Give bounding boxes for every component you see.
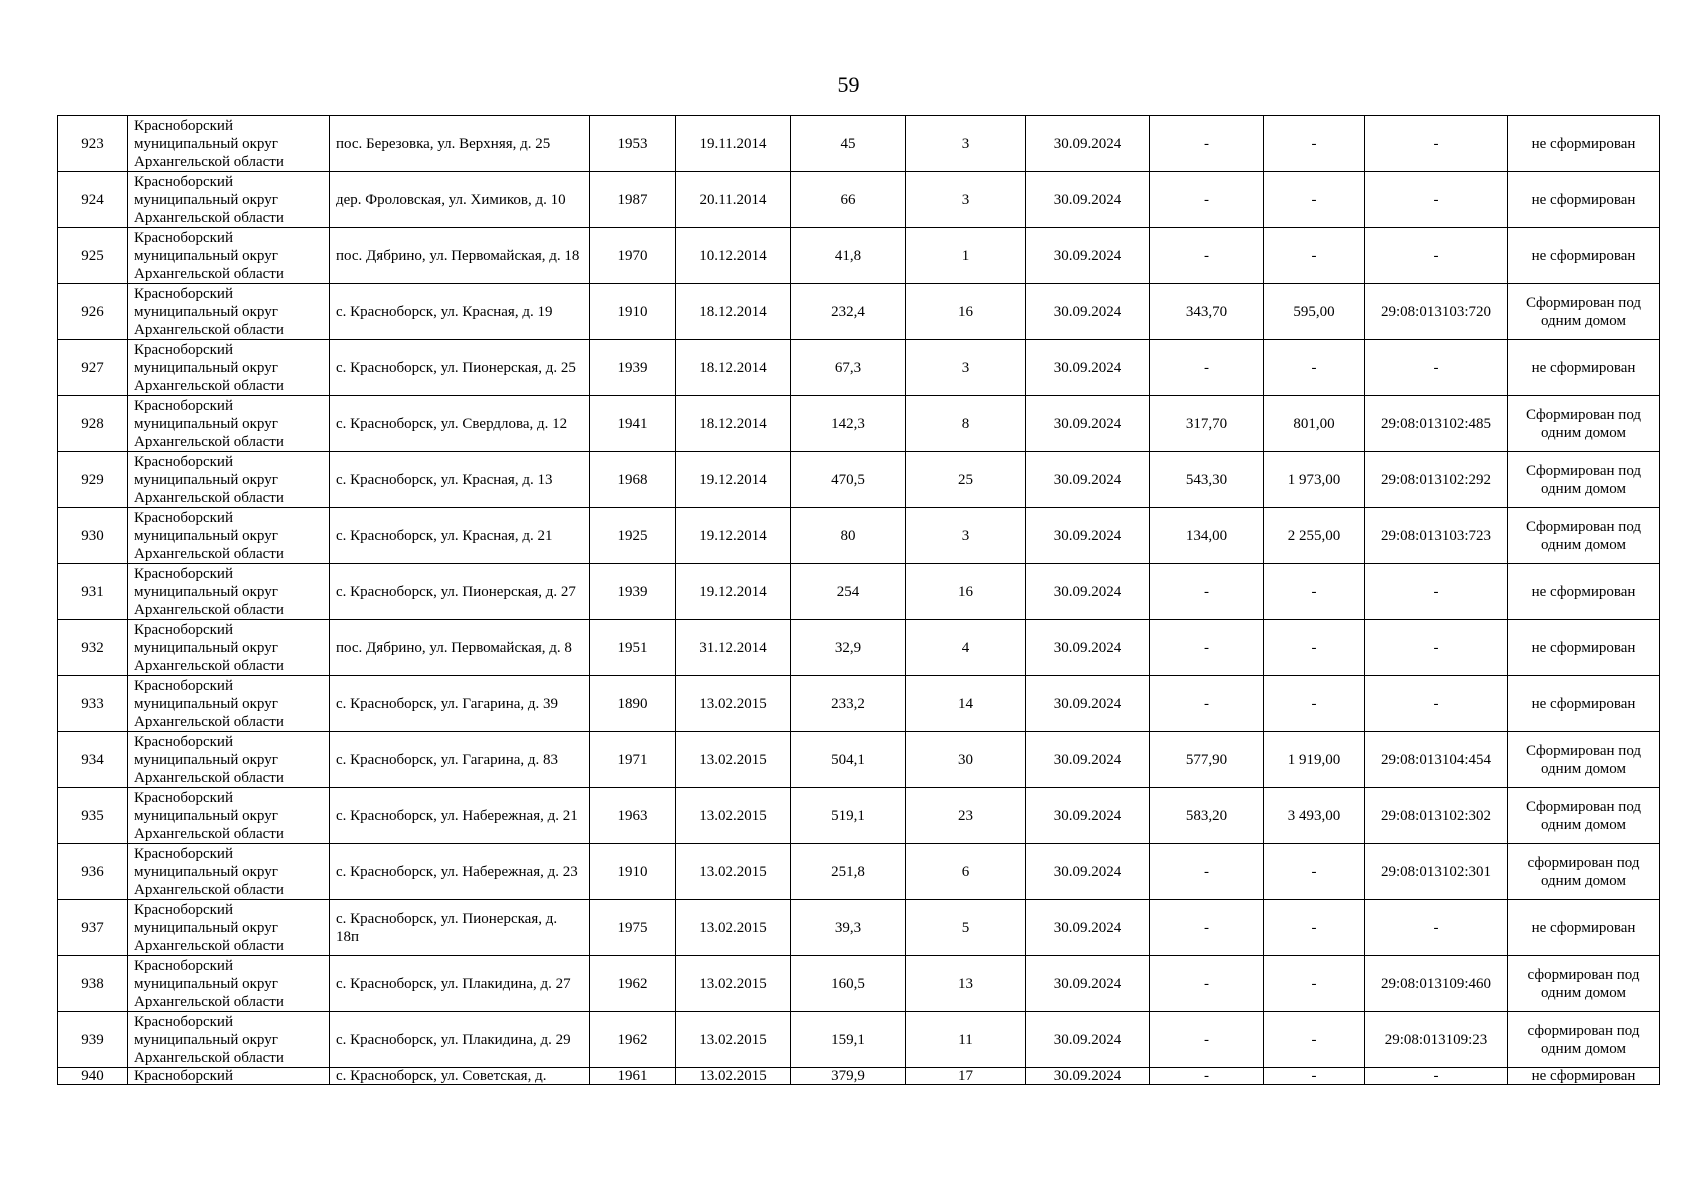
recognition-date-cell: 19.11.2014 xyxy=(676,116,791,172)
year-built-cell: 1963 xyxy=(590,788,676,844)
land-area-b-cell: - xyxy=(1264,1012,1365,1068)
land-area-b-cell: 1 973,00 xyxy=(1264,452,1365,508)
land-area-b-cell: - xyxy=(1264,956,1365,1012)
residents-cell: 11 xyxy=(906,1012,1026,1068)
floor-area-cell: 159,1 xyxy=(791,1012,906,1068)
recognition-date-cell: 31.12.2014 xyxy=(676,620,791,676)
table-row xyxy=(58,228,1660,284)
municipality-cell: Красноборский муниципальный округ Архангельской области xyxy=(128,228,330,284)
floor-area-cell: 504,1 xyxy=(791,732,906,788)
row-number-cell: 939 xyxy=(58,1012,128,1068)
recognition-date-cell: 19.12.2014 xyxy=(676,564,791,620)
cadastral-number-cell: - xyxy=(1365,900,1508,956)
land-area-b-cell: - xyxy=(1264,1068,1365,1085)
address-cell: с. Красноборск, ул. Красная, д. 19 xyxy=(330,284,590,340)
recognition-date-cell: 10.12.2014 xyxy=(676,228,791,284)
row-number-cell: 932 xyxy=(58,620,128,676)
recognition-date-cell: 19.12.2014 xyxy=(676,452,791,508)
address-cell: с. Красноборск, ул. Пионерская, д. 25 xyxy=(330,340,590,396)
row-number-cell: 940 xyxy=(58,1068,128,1085)
municipality-cell: Красноборский муниципальный округ Архангельской области xyxy=(128,844,330,900)
land-area-a-cell: - xyxy=(1150,340,1264,396)
table-body xyxy=(58,116,1660,1085)
cadastral-number-cell: - xyxy=(1365,116,1508,172)
residents-cell: 16 xyxy=(906,564,1026,620)
floor-area-cell: 67,3 xyxy=(791,340,906,396)
land-area-b-cell: - xyxy=(1264,620,1365,676)
year-built-cell: 1939 xyxy=(590,564,676,620)
cadastral-number-cell: 29:08:013103:720 xyxy=(1365,284,1508,340)
year-built-cell: 1975 xyxy=(590,900,676,956)
floor-area-cell: 232,4 xyxy=(791,284,906,340)
land-status-cell: сформирован под одним домом xyxy=(1508,1012,1660,1068)
housing-registry-table xyxy=(57,115,1660,1085)
land-area-b-cell: - xyxy=(1264,564,1365,620)
row-number-cell: 934 xyxy=(58,732,128,788)
residents-cell: 17 xyxy=(906,1068,1026,1085)
municipality-cell: Красноборский муниципальный округ Архангельской области xyxy=(128,676,330,732)
year-built-cell: 1962 xyxy=(590,1012,676,1068)
address-cell: с. Красноборск, ул. Свердлова, д. 12 xyxy=(330,396,590,452)
row-number-cell: 938 xyxy=(58,956,128,1012)
relocation-deadline-cell: 30.09.2024 xyxy=(1026,620,1150,676)
row-number-cell: 929 xyxy=(58,452,128,508)
relocation-deadline-cell: 30.09.2024 xyxy=(1026,284,1150,340)
municipality-cell: Красноборский муниципальный округ Архангельской области xyxy=(128,172,330,228)
floor-area-cell: 45 xyxy=(791,116,906,172)
municipality-cell: Красноборский муниципальный округ Архангельской области xyxy=(128,788,330,844)
address-cell: с. Красноборск, ул. Гагарина, д. 39 xyxy=(330,676,590,732)
cadastral-number-cell: - xyxy=(1365,620,1508,676)
land-area-b-cell: 801,00 xyxy=(1264,396,1365,452)
cadastral-number-cell: 29:08:013102:302 xyxy=(1365,788,1508,844)
relocation-deadline-cell: 30.09.2024 xyxy=(1026,1068,1150,1085)
land-status-cell: не сформирован xyxy=(1508,620,1660,676)
relocation-deadline-cell: 30.09.2024 xyxy=(1026,172,1150,228)
land-status-cell: не сформирован xyxy=(1508,1068,1660,1085)
table-row-partial xyxy=(58,1068,1660,1085)
relocation-deadline-cell: 30.09.2024 xyxy=(1026,788,1150,844)
residents-cell: 4 xyxy=(906,620,1026,676)
land-status-cell: Сформирован под одним домом xyxy=(1508,788,1660,844)
land-area-a-cell: - xyxy=(1150,172,1264,228)
row-number-cell: 925 xyxy=(58,228,128,284)
residents-cell: 16 xyxy=(906,284,1026,340)
row-number-cell: 935 xyxy=(58,788,128,844)
recognition-date-cell: 13.02.2015 xyxy=(676,732,791,788)
land-area-a-cell: - xyxy=(1150,676,1264,732)
land-area-a-cell: - xyxy=(1150,564,1264,620)
residents-cell: 8 xyxy=(906,396,1026,452)
relocation-deadline-cell: 30.09.2024 xyxy=(1026,396,1150,452)
recognition-date-cell: 18.12.2014 xyxy=(676,340,791,396)
address-cell: с. Красноборск, ул. Плакидина, д. 27 xyxy=(330,956,590,1012)
table-row xyxy=(58,340,1660,396)
table-row xyxy=(58,284,1660,340)
row-number-cell: 933 xyxy=(58,676,128,732)
year-built-cell: 1971 xyxy=(590,732,676,788)
cadastral-number-cell: - xyxy=(1365,172,1508,228)
relocation-deadline-cell: 30.09.2024 xyxy=(1026,1012,1150,1068)
year-built-cell: 1890 xyxy=(590,676,676,732)
land-status-cell: Сформирован под одним домом xyxy=(1508,452,1660,508)
floor-area-cell: 66 xyxy=(791,172,906,228)
address-cell: пос. Березовка, ул. Верхняя, д. 25 xyxy=(330,116,590,172)
year-built-cell: 1953 xyxy=(590,116,676,172)
land-area-b-cell: - xyxy=(1264,116,1365,172)
municipality-cell: Красноборский муниципальный округ Архангельской области xyxy=(128,284,330,340)
residents-cell: 5 xyxy=(906,900,1026,956)
residents-cell: 6 xyxy=(906,844,1026,900)
table-row xyxy=(58,508,1660,564)
land-area-a-cell: - xyxy=(1150,620,1264,676)
recognition-date-cell: 19.12.2014 xyxy=(676,508,791,564)
floor-area-cell: 470,5 xyxy=(791,452,906,508)
year-built-cell: 1910 xyxy=(590,844,676,900)
page-number: 59 xyxy=(837,72,860,97)
land-area-b-cell: - xyxy=(1264,676,1365,732)
year-built-cell: 1951 xyxy=(590,620,676,676)
table-row xyxy=(58,396,1660,452)
cadastral-number-cell: 29:08:013102:485 xyxy=(1365,396,1508,452)
cadastral-number-cell: - xyxy=(1365,676,1508,732)
land-area-b-cell: - xyxy=(1264,228,1365,284)
address-cell: дер. Фроловская, ул. Химиков, д. 10 xyxy=(330,172,590,228)
address-cell: пос. Дябрино, ул. Первомайская, д. 18 xyxy=(330,228,590,284)
land-area-a-cell: - xyxy=(1150,900,1264,956)
residents-cell: 3 xyxy=(906,340,1026,396)
municipality-cell: Красноборский муниципальный округ Архангельской области xyxy=(128,732,330,788)
municipality-cell: Красноборский муниципальный округ Архангельской области xyxy=(128,452,330,508)
land-area-a-cell: - xyxy=(1150,1012,1264,1068)
municipality-cell: Красноборский xyxy=(128,1068,330,1085)
land-status-cell: Сформирован под одним домом xyxy=(1508,732,1660,788)
relocation-deadline-cell: 30.09.2024 xyxy=(1026,564,1150,620)
table-row xyxy=(58,900,1660,956)
land-area-a-cell: 317,70 xyxy=(1150,396,1264,452)
address-cell: с. Красноборск, ул. Советская, д. xyxy=(330,1068,590,1085)
land-area-a-cell: 343,70 xyxy=(1150,284,1264,340)
address-cell: с. Красноборск, ул. Плакидина, д. 29 xyxy=(330,1012,590,1068)
cadastral-number-cell: 29:08:013109:23 xyxy=(1365,1012,1508,1068)
row-number-cell: 931 xyxy=(58,564,128,620)
land-area-a-cell: - xyxy=(1150,956,1264,1012)
relocation-deadline-cell: 30.09.2024 xyxy=(1026,116,1150,172)
municipality-cell: Красноборский муниципальный округ Архангельской области xyxy=(128,564,330,620)
residents-cell: 3 xyxy=(906,116,1026,172)
municipality-cell: Красноборский муниципальный округ Архангельской области xyxy=(128,956,330,1012)
municipality-cell: Красноборский муниципальный округ Архангельской области xyxy=(128,116,330,172)
floor-area-cell: 233,2 xyxy=(791,676,906,732)
year-built-cell: 1987 xyxy=(590,172,676,228)
relocation-deadline-cell: 30.09.2024 xyxy=(1026,844,1150,900)
land-area-a-cell: 134,00 xyxy=(1150,508,1264,564)
land-status-cell: не сформирован xyxy=(1508,564,1660,620)
land-status-cell: не сформирован xyxy=(1508,172,1660,228)
residents-cell: 14 xyxy=(906,676,1026,732)
table-row xyxy=(58,116,1660,172)
land-area-a-cell: - xyxy=(1150,1068,1264,1085)
address-cell: с. Красноборск, ул. Красная, д. 13 xyxy=(330,452,590,508)
address-cell: с. Красноборск, ул. Пионерская, д. 18п xyxy=(330,900,590,956)
year-built-cell: 1968 xyxy=(590,452,676,508)
relocation-deadline-cell: 30.09.2024 xyxy=(1026,340,1150,396)
land-status-cell: не сформирован xyxy=(1508,676,1660,732)
cadastral-number-cell: 29:08:013102:301 xyxy=(1365,844,1508,900)
relocation-deadline-cell: 30.09.2024 xyxy=(1026,508,1150,564)
residents-cell: 3 xyxy=(906,508,1026,564)
row-number-cell: 924 xyxy=(58,172,128,228)
recognition-date-cell: 18.12.2014 xyxy=(676,396,791,452)
land-status-cell: Сформирован под одним домом xyxy=(1508,508,1660,564)
land-area-a-cell: - xyxy=(1150,844,1264,900)
table-row xyxy=(58,452,1660,508)
land-status-cell: Сформирован под одним домом xyxy=(1508,284,1660,340)
address-cell: с. Красноборск, ул. Гагарина, д. 83 xyxy=(330,732,590,788)
residents-cell: 3 xyxy=(906,172,1026,228)
land-status-cell: сформирован под одним домом xyxy=(1508,844,1660,900)
year-built-cell: 1970 xyxy=(590,228,676,284)
cadastral-number-cell: - xyxy=(1365,340,1508,396)
recognition-date-cell: 13.02.2015 xyxy=(676,900,791,956)
floor-area-cell: 41,8 xyxy=(791,228,906,284)
land-area-a-cell: 543,30 xyxy=(1150,452,1264,508)
row-number-cell: 927 xyxy=(58,340,128,396)
table-row xyxy=(58,1012,1660,1068)
row-number-cell: 930 xyxy=(58,508,128,564)
land-area-b-cell: - xyxy=(1264,340,1365,396)
residents-cell: 13 xyxy=(906,956,1026,1012)
land-area-a-cell: 583,20 xyxy=(1150,788,1264,844)
land-status-cell: Сформирован под одним домом xyxy=(1508,396,1660,452)
land-status-cell: не сформирован xyxy=(1508,900,1660,956)
relocation-deadline-cell: 30.09.2024 xyxy=(1026,676,1150,732)
municipality-cell: Красноборский муниципальный округ Архангельской области xyxy=(128,1012,330,1068)
row-number-cell: 926 xyxy=(58,284,128,340)
residents-cell: 1 xyxy=(906,228,1026,284)
table-row xyxy=(58,172,1660,228)
address-cell: с. Красноборск, ул. Пионерская, д. 27 xyxy=(330,564,590,620)
cadastral-number-cell: - xyxy=(1365,1068,1508,1085)
relocation-deadline-cell: 30.09.2024 xyxy=(1026,732,1150,788)
year-built-cell: 1925 xyxy=(590,508,676,564)
year-built-cell: 1939 xyxy=(590,340,676,396)
cadastral-number-cell: - xyxy=(1365,228,1508,284)
address-cell: с. Красноборск, ул. Набережная, д. 23 xyxy=(330,844,590,900)
row-number-cell: 937 xyxy=(58,900,128,956)
recognition-date-cell: 13.02.2015 xyxy=(676,956,791,1012)
land-status-cell: не сформирован xyxy=(1508,228,1660,284)
floor-area-cell: 519,1 xyxy=(791,788,906,844)
cadastral-number-cell: - xyxy=(1365,564,1508,620)
land-status-cell: не сформирован xyxy=(1508,340,1660,396)
land-area-b-cell: 595,00 xyxy=(1264,284,1365,340)
land-status-cell: не сформирован xyxy=(1508,116,1660,172)
year-built-cell: 1962 xyxy=(590,956,676,1012)
municipality-cell: Красноборский муниципальный округ Архангельской области xyxy=(128,620,330,676)
floor-area-cell: 142,3 xyxy=(791,396,906,452)
table-row xyxy=(58,956,1660,1012)
cadastral-number-cell: 29:08:013109:460 xyxy=(1365,956,1508,1012)
cadastral-number-cell: 29:08:013103:723 xyxy=(1365,508,1508,564)
floor-area-cell: 39,3 xyxy=(791,900,906,956)
land-area-b-cell: 3 493,00 xyxy=(1264,788,1365,844)
address-cell: с. Красноборск, ул. Красная, д. 21 xyxy=(330,508,590,564)
row-number-cell: 923 xyxy=(58,116,128,172)
year-built-cell: 1941 xyxy=(590,396,676,452)
row-number-cell: 936 xyxy=(58,844,128,900)
relocation-deadline-cell: 30.09.2024 xyxy=(1026,956,1150,1012)
residents-cell: 30 xyxy=(906,732,1026,788)
land-area-a-cell: 577,90 xyxy=(1150,732,1264,788)
municipality-cell: Красноборский муниципальный округ Архангельской области xyxy=(128,900,330,956)
municipality-cell: Красноборский муниципальный округ Архангельской области xyxy=(128,396,330,452)
year-built-cell: 1910 xyxy=(590,284,676,340)
cadastral-number-cell: 29:08:013102:292 xyxy=(1365,452,1508,508)
relocation-deadline-cell: 30.09.2024 xyxy=(1026,228,1150,284)
land-area-b-cell: 1 919,00 xyxy=(1264,732,1365,788)
year-built-cell: 1961 xyxy=(590,1068,676,1085)
land-area-b-cell: - xyxy=(1264,844,1365,900)
recognition-date-cell: 13.02.2015 xyxy=(676,788,791,844)
residents-cell: 23 xyxy=(906,788,1026,844)
municipality-cell: Красноборский муниципальный округ Архангельской области xyxy=(128,340,330,396)
land-area-b-cell: 2 255,00 xyxy=(1264,508,1365,564)
relocation-deadline-cell: 30.09.2024 xyxy=(1026,900,1150,956)
table-row xyxy=(58,732,1660,788)
table-row xyxy=(58,788,1660,844)
residents-cell: 25 xyxy=(906,452,1026,508)
land-status-cell: сформирован под одним домом xyxy=(1508,956,1660,1012)
row-number-cell: 928 xyxy=(58,396,128,452)
recognition-date-cell: 13.02.2015 xyxy=(676,676,791,732)
table-row xyxy=(58,620,1660,676)
relocation-deadline-cell: 30.09.2024 xyxy=(1026,452,1150,508)
floor-area-cell: 160,5 xyxy=(791,956,906,1012)
land-area-b-cell: - xyxy=(1264,172,1365,228)
floor-area-cell: 379,9 xyxy=(791,1068,906,1085)
cadastral-number-cell: 29:08:013104:454 xyxy=(1365,732,1508,788)
floor-area-cell: 251,8 xyxy=(791,844,906,900)
floor-area-cell: 32,9 xyxy=(791,620,906,676)
recognition-date-cell: 13.02.2015 xyxy=(676,1068,791,1085)
table-row xyxy=(58,564,1660,620)
floor-area-cell: 254 xyxy=(791,564,906,620)
land-area-a-cell: - xyxy=(1150,228,1264,284)
recognition-date-cell: 20.11.2014 xyxy=(676,172,791,228)
municipality-cell: Красноборский муниципальный округ Архангельской области xyxy=(128,508,330,564)
land-area-b-cell: - xyxy=(1264,900,1365,956)
recognition-date-cell: 13.02.2015 xyxy=(676,844,791,900)
floor-area-cell: 80 xyxy=(791,508,906,564)
table-row xyxy=(58,844,1660,900)
land-area-a-cell: - xyxy=(1150,116,1264,172)
recognition-date-cell: 13.02.2015 xyxy=(676,1012,791,1068)
address-cell: пос. Дябрино, ул. Первомайская, д. 8 xyxy=(330,620,590,676)
table-row xyxy=(58,676,1660,732)
recognition-date-cell: 18.12.2014 xyxy=(676,284,791,340)
address-cell: с. Красноборск, ул. Набережная, д. 21 xyxy=(330,788,590,844)
